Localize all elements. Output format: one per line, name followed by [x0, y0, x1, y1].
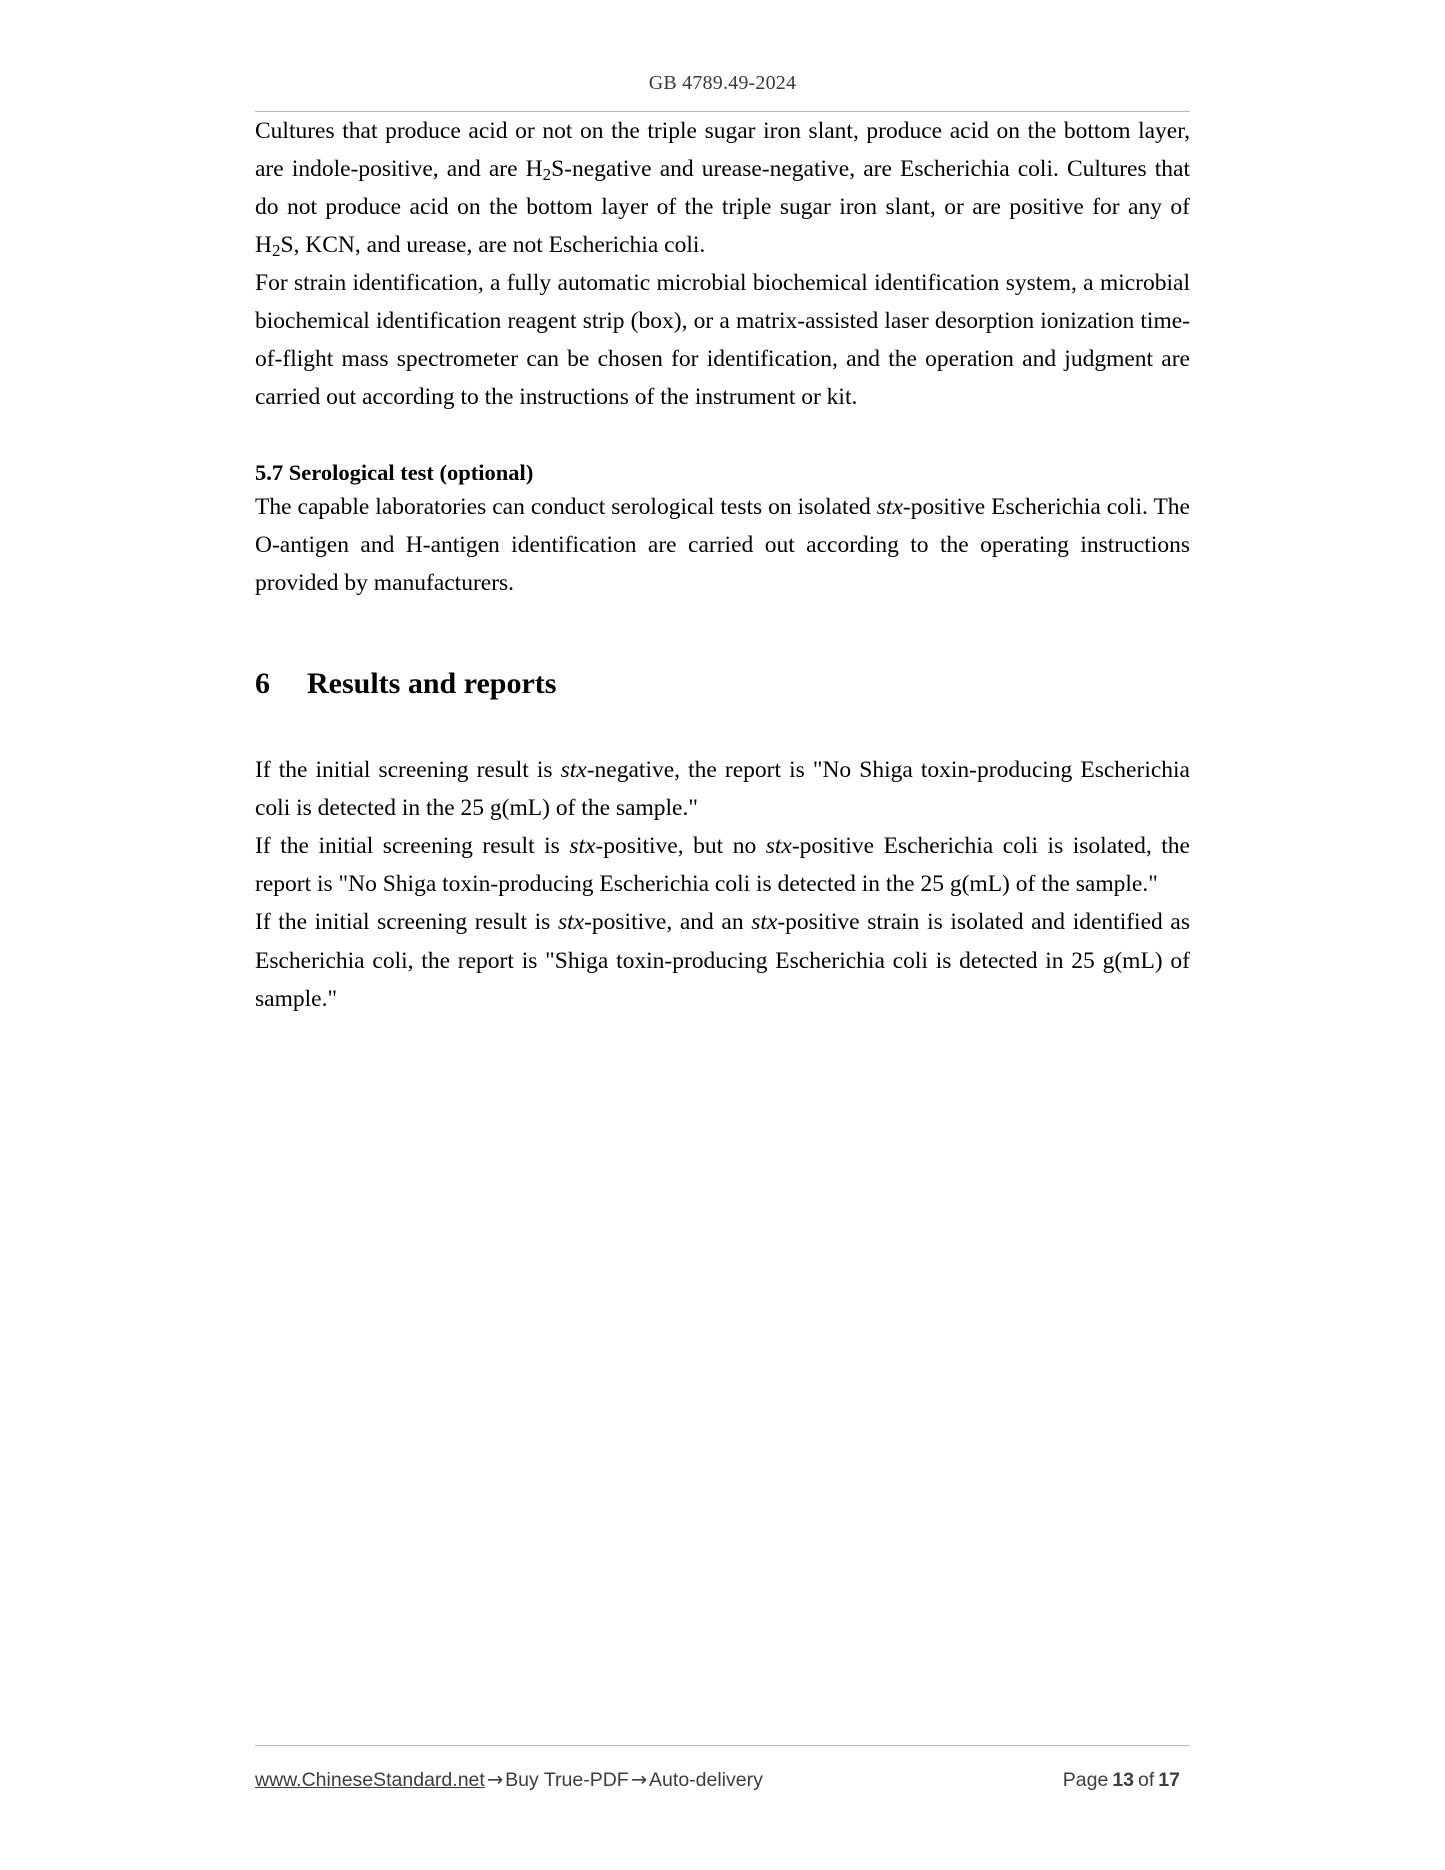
para5-part-c: -positive Escherichia coli is isolated, the report is "No Shiga toxin-producing Escherichia coli is detected in the 25 g(mL) of the sample.": [255, 833, 1190, 898]
para1-part-b: S-negative and urease-negative, are Escherichia coli. Cultures that do not produce acid on the bottom layer of the triple sugar iron slant, or are positive for any of H: [255, 156, 1190, 259]
paragraph-result-positive-isolated: [255, 903, 1190, 1017]
arrow-right-icon-1: →: [486, 1768, 504, 1791]
footer-left-group: [255, 1768, 1063, 1792]
para5-part-a: If the initial screening result is: [255, 833, 570, 860]
page-label: Page: [1062, 1769, 1109, 1791]
para6-part-b: -positive, and an: [584, 909, 752, 936]
page-content: [255, 0, 1190, 1018]
of-label: of: [1138, 1769, 1155, 1791]
footer-row: [255, 1768, 1190, 1792]
footer-buy-label[interactable]: Buy True-PDF: [505, 1769, 629, 1791]
heading-5-7-serological-test: 5.7 Serological test (optional): [255, 459, 534, 485]
footer-website-link[interactable]: www.ChineseStandard.net: [255, 1769, 485, 1791]
paragraph-strain-identification: For strain identification, a fully automatic microbial biochemical identification system, a microbial biochemical identification reagent strip (box), or a matrix-assisted laser desorption ionization time-of-flight mass spectrometer can be chosen for identification, and the operation and judgment are carried out according to the instructions of the instrument or kit.: [255, 270, 1190, 411]
paragraph-result-positive-not-isolated: [255, 827, 1190, 903]
arrow-right-icon-2: →: [630, 1768, 648, 1791]
section-6-number: 6: [255, 667, 270, 701]
para6-part-c: -positive strain is isolated and identified as Escherichia coli, the report is "Shiga toxin-producing Escherichia coli is detected in 25 g(mL) of sample.": [255, 909, 1190, 1012]
footer-divider: [255, 1745, 1190, 1746]
para3-part-a: The capable laboratories can conduct serological tests on isolated: [255, 494, 877, 520]
paragraph-serological-test: [255, 488, 1190, 602]
footer-delivery-label: Auto-delivery: [649, 1769, 763, 1791]
para5-italic-stx-2: stx: [765, 833, 792, 860]
page-footer: [255, 1745, 1190, 1792]
para5-italic-stx-1: stx: [569, 833, 596, 860]
para1-part-a: Cultures that produce acid or not on the triple sugar iron slant, produce acid on the bottom layer, are indole-positive, and are H: [255, 118, 1190, 183]
para1-part-c: S, KCN, and urease, are not Escherichia coli.: [280, 232, 706, 259]
page-header-title: GB 4789.49-2024: [648, 72, 797, 94]
page-total: 17: [1158, 1769, 1180, 1791]
para4-part-a: If the initial screening result is: [255, 757, 561, 784]
footer-pagination: [1063, 1769, 1190, 1792]
para3-italic-stx: stx: [876, 494, 903, 520]
para3-part-b: -positive Escherichia coli. The O-antigen and H-antigen identification are carried out according to the operating instructions provided by manufacturers.: [255, 494, 1190, 597]
para6-italic-stx-2: stx: [751, 909, 778, 936]
paragraph-tsi-interpretation: [255, 112, 1190, 264]
heading-section-6: [255, 664, 1190, 703]
page-number: 13: [1112, 1769, 1135, 1791]
section-6-title: Results and reports: [307, 667, 557, 701]
subscript-h2s-2: 2: [271, 241, 281, 261]
para5-part-b: -positive, but no: [595, 833, 766, 860]
para6-part-a: If the initial screening result is: [255, 909, 558, 936]
para4-italic-stx: stx: [560, 757, 587, 784]
para6-italic-stx-1: stx: [557, 909, 585, 936]
subscript-h2s-1: 2: [542, 165, 552, 185]
paragraph-result-negative: [255, 751, 1190, 827]
para4-part-b: -negative, the report is "No Shiga toxin-producing Escherichia coli is detected in the 25 g(mL) of the sample.": [255, 757, 1190, 822]
